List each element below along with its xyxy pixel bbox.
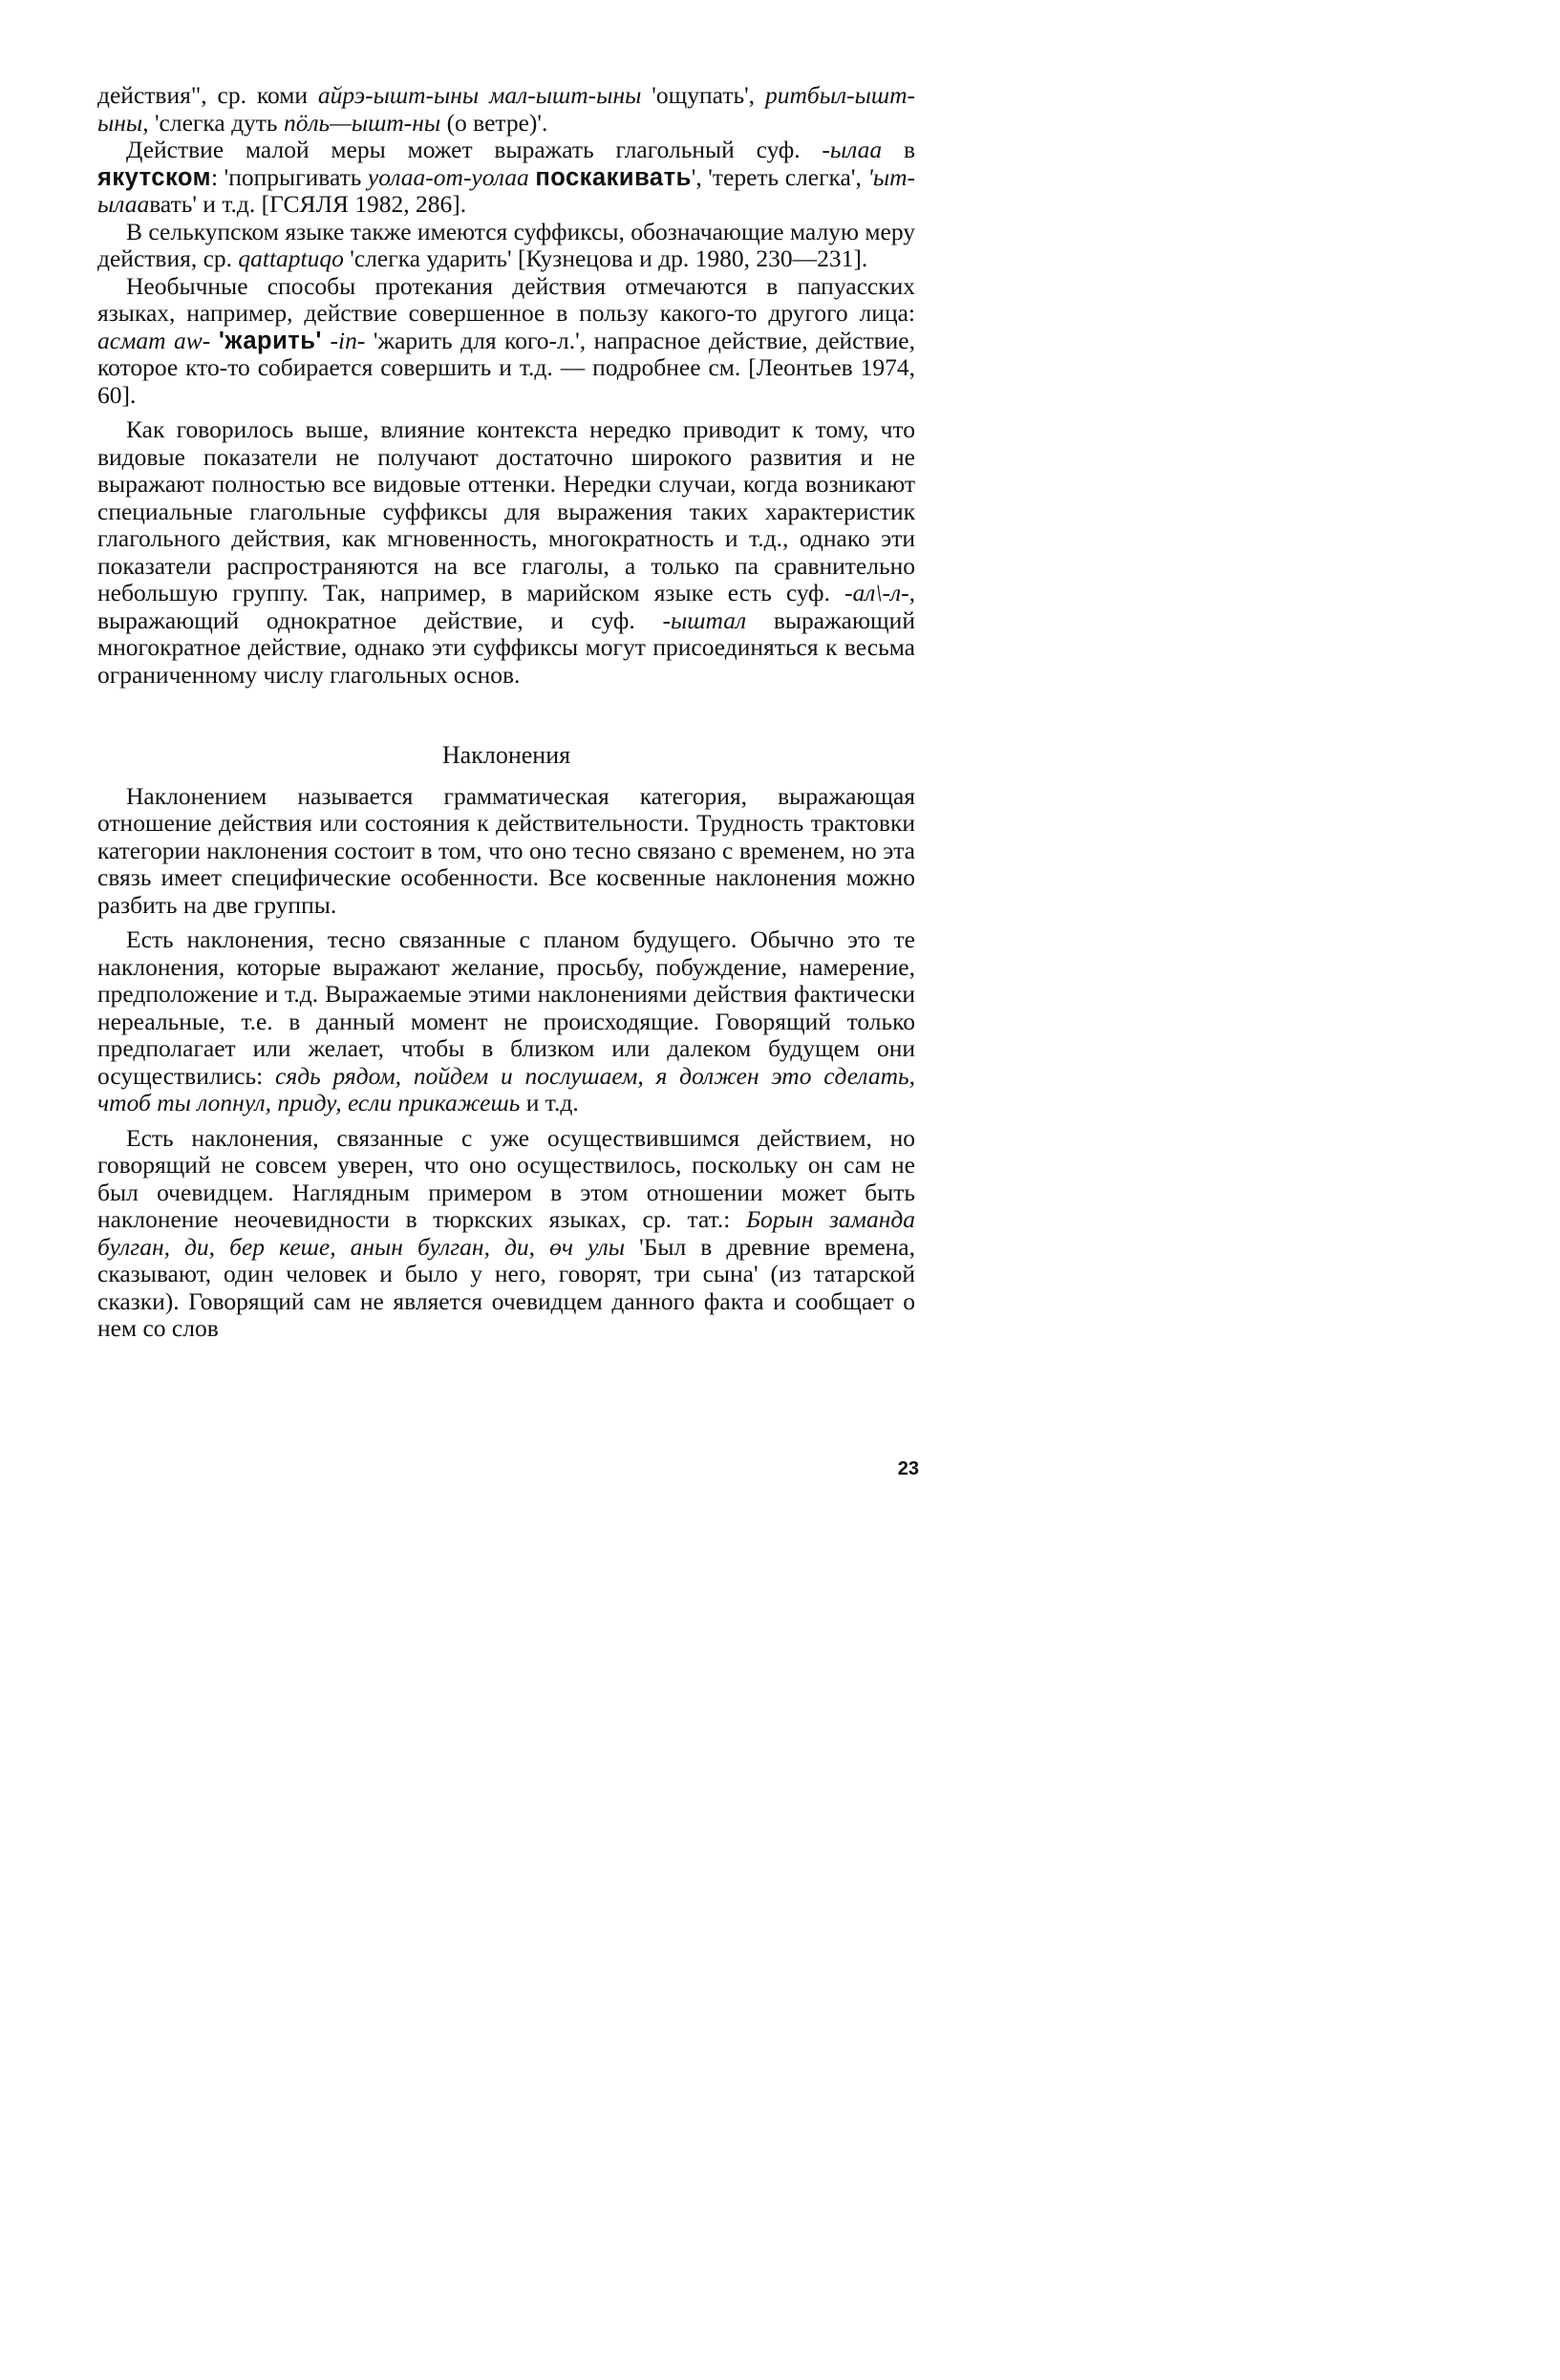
text-run: Есть наклонения, тесно связанные с планом будущего. Обычно это те наклонения, которые выражают желание, просьбу, побуждение, намерение, предположение и т.д. Выражаемые этими наклонениями действия фактически нереальные, т.е. в данный момент не происходящие. Говорящий только предполагает или желает, чтобы в близком или далеком будущем они осуществились: xyxy=(97,925,915,1090)
text-run: Действие малой меры может выражать глагольный суф. xyxy=(126,136,823,163)
page-number: 23 xyxy=(897,1458,919,1479)
gloss-bold: 'жарить' xyxy=(218,327,322,354)
example-word: -in- xyxy=(321,326,366,354)
example-word: уолаа-от-уолаа xyxy=(367,162,529,191)
text-run: 'Был в древние времена, сказывают, один человек и было у него, говорят, три сына' (из татарской сказки). Говорящий сам не является очевидцем данного факта и сообщает о нем со слов xyxy=(97,1232,916,1342)
text-run: (о ветре)'. xyxy=(440,108,548,137)
text-run: Есть наклонения, связанные с уже осуществившимся действием, но говорящий не совсем уверен, что оно осуществилось, поскольку он сам не был очевидцем. Наглядным примером в этом отношении может быть наклонение неочевидности в тюркских языках, ср. тат.: xyxy=(97,1123,915,1233)
section-heading: Наклонения xyxy=(441,741,571,769)
paragraph xyxy=(97,1125,915,1343)
text-run: ', 'тереть слегка', xyxy=(691,162,868,191)
paragraph: Наклонением называется грамматическая категория, выражающая отношение действия или состояния к действительности. Трудность трактовки категории наклонения состоит в том, что оно тесно связано с временем, но эта связь имеет специфические особенности. Все косвенные наклонения можно разбить на две группы. xyxy=(97,781,915,919)
gloss-bold: поскакивать xyxy=(535,163,692,191)
text-run xyxy=(479,81,489,109)
paragraph xyxy=(97,273,915,410)
text-run: вать' и т.д. [ГСЯЛЯ 1982, 286]. xyxy=(149,190,467,218)
example-phrase: Борын заманда булган, ди, бер кеше, анын булган, ди, өч улы xyxy=(97,1205,916,1261)
text-run: и т.д. xyxy=(520,1089,579,1116)
example-word: асмат aw- xyxy=(97,326,219,354)
example-phrase: сядь рядом, пойдем и послушаем, я должен это сделать, чтоб ты лопнул, приду, если прикажешь xyxy=(97,1061,916,1116)
paragraph xyxy=(97,219,915,273)
text-run: 'жарить для кого-л.', напрасное действие, действие, которое кто-то собирается совершить и т.д. — подробнее см. [Леонтьев 1974, 60]. xyxy=(97,326,915,409)
example-word: -ыштал xyxy=(662,606,747,634)
text-run: В селькупском языке также имеются суффиксы, обозначающие малую меру действия, ср. xyxy=(97,217,915,272)
text-run: действия", ср. коми xyxy=(97,81,318,109)
text-run: Как говорилось выше, влияние контекста нередко приводит к тому, что видовые показатели не получают достаточно широкого развития и не выражают полностью все видовые оттенки. Нередки случаи, когда возникают специальные глагольные суффиксы для выражения таких характеристик глагольного действия, как мгновенность, многократность и т.д., однако эти показатели распространяются на все глаголы, а только па сравнительно небольшую группу. Так, например, в марийском языке есть суф. xyxy=(97,415,915,606)
example-word: айрэ-ышт-ыны xyxy=(317,81,480,109)
text-run: выражающий многократное действие, однако эти суффиксы могут присоединяться к весьма ограниченному числу глагольных основ. xyxy=(97,606,915,689)
example-word: ритбыл-ышт-ыны xyxy=(97,81,916,137)
text-run: Необычные способы протекания действия отмечаются в папуасских языках, например, действие совершенное в пользу какого-то другого лица: xyxy=(97,271,915,327)
paragraph xyxy=(97,926,915,1117)
example-word: пöль—ышт-ны xyxy=(283,108,441,137)
example-word: 'ыт-ылаа xyxy=(97,162,915,218)
text-run: выражающий однократное действие, и суф. xyxy=(97,606,663,634)
text-run: в xyxy=(882,136,915,163)
text-run: 'ощупать', xyxy=(641,81,765,109)
text-run: 'слегка ударить' [Кузнецова и др. 1980, 230—231]. xyxy=(343,244,868,272)
language-name: якутском xyxy=(97,163,211,191)
paragraph xyxy=(97,82,915,137)
paragraph xyxy=(97,137,915,219)
document-page xyxy=(0,0,978,1491)
paragraph xyxy=(97,416,915,689)
example-word: -ылаа xyxy=(822,136,883,163)
example-word: мал-ышт-ыны xyxy=(489,81,642,109)
example-word: -ал\-л-, xyxy=(844,579,915,606)
text-column xyxy=(97,82,915,1343)
example-word: qattaptuqo xyxy=(238,244,344,272)
text-run: : 'попрыгивать xyxy=(211,162,368,191)
text-run: , 'слегка дуть xyxy=(142,108,284,137)
